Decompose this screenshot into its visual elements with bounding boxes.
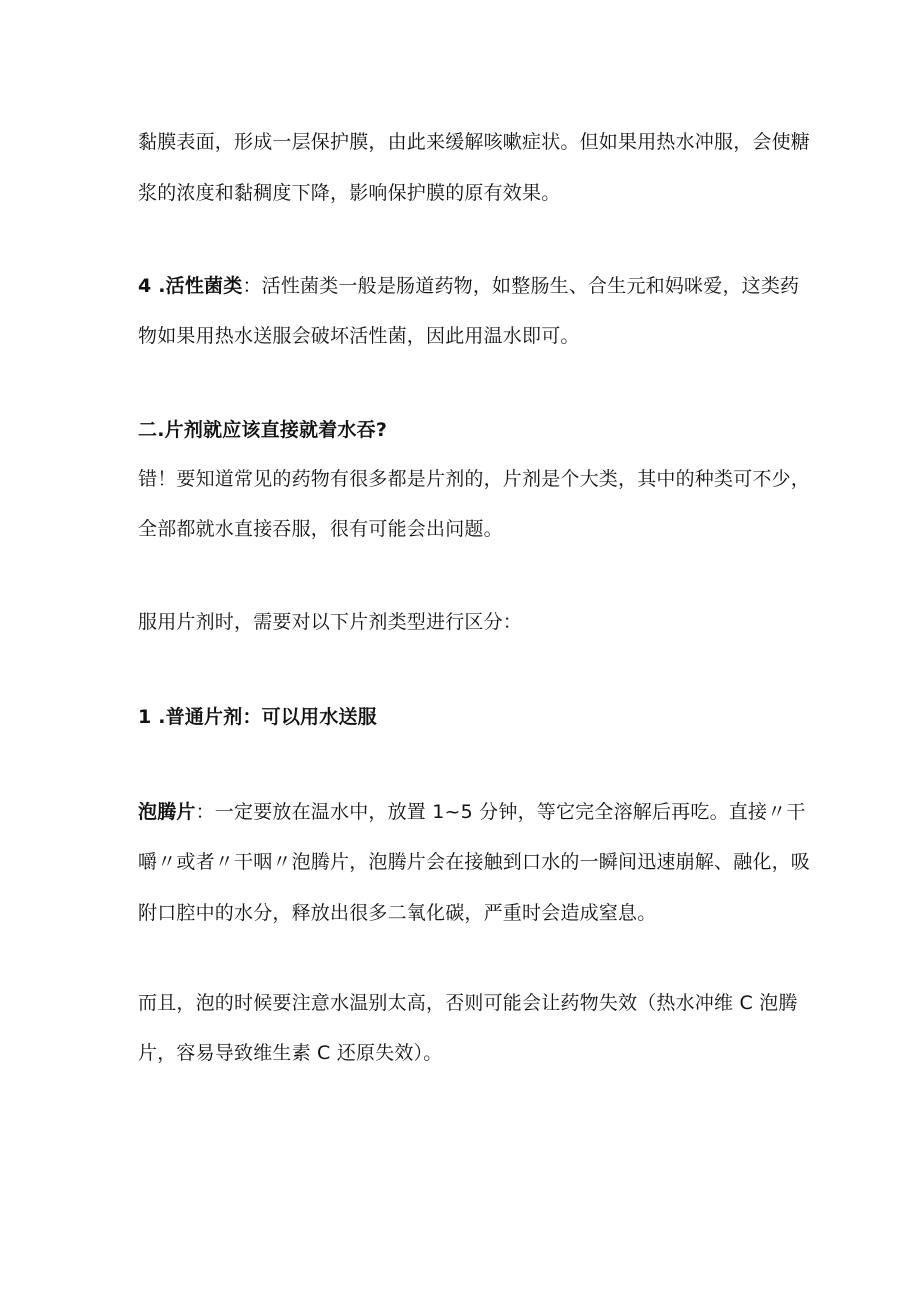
paragraph-line: 错！要知道常见的药物有很多都是片剂的，片剂是个大类，其中的种类可不少，	[138, 468, 811, 490]
paragraph-line: 全部都就水直接吞服，很有可能会出问题。	[138, 518, 503, 540]
paragraph-line	[138, 799, 806, 825]
paragraph-line: 嚼〃或者〃干咽〃泡腾片，泡腾片会在接触到口水的一瞬间迅速崩解、融化，吸	[138, 851, 811, 873]
paragraph-line: 附口腔中的水分，释放出很多二氧化碳，严重时会造成窒息。	[138, 902, 657, 924]
paragraph-line	[138, 273, 799, 299]
item-text: ：活性菌类一般是肠道药物，如整肠生、合生元和妈咪爱，这类药	[242, 275, 800, 297]
section-heading: 二.片剂就应该直接就着水吞?	[138, 419, 388, 441]
item-label: 泡腾片	[138, 801, 196, 823]
paragraph-line: 而且，泡的时候要注意水温别太高，否则可能会让药物失效（热水冲维 C 泡腾	[138, 992, 798, 1014]
paragraph-line: 浆的浓度和黏稠度下降，影响保护膜的原有效果。	[138, 182, 561, 204]
paragraph-line: 片，容易导致维生素 C 还原失效）。	[138, 1042, 443, 1064]
item-label: 4 .活性菌类	[138, 275, 243, 297]
paragraph-line: 黏膜表面，形成一层保护膜，由此来缓解咳嗽症状。但如果用热水冲服，会使糖	[138, 131, 811, 153]
sub-heading: 1 .普通片剂：可以用水送服	[138, 706, 377, 728]
paragraph-line: 服用片剂时，需要对以下片剂类型进行区分：	[138, 611, 523, 633]
paragraph-line: 物如果用热水送服会破坏活性菌，因此用温水即可。	[138, 325, 580, 347]
item-text: ：一定要放在温水中，放置 1~5 分钟，等它完全溶解后再吃。直接〃干	[195, 801, 806, 823]
